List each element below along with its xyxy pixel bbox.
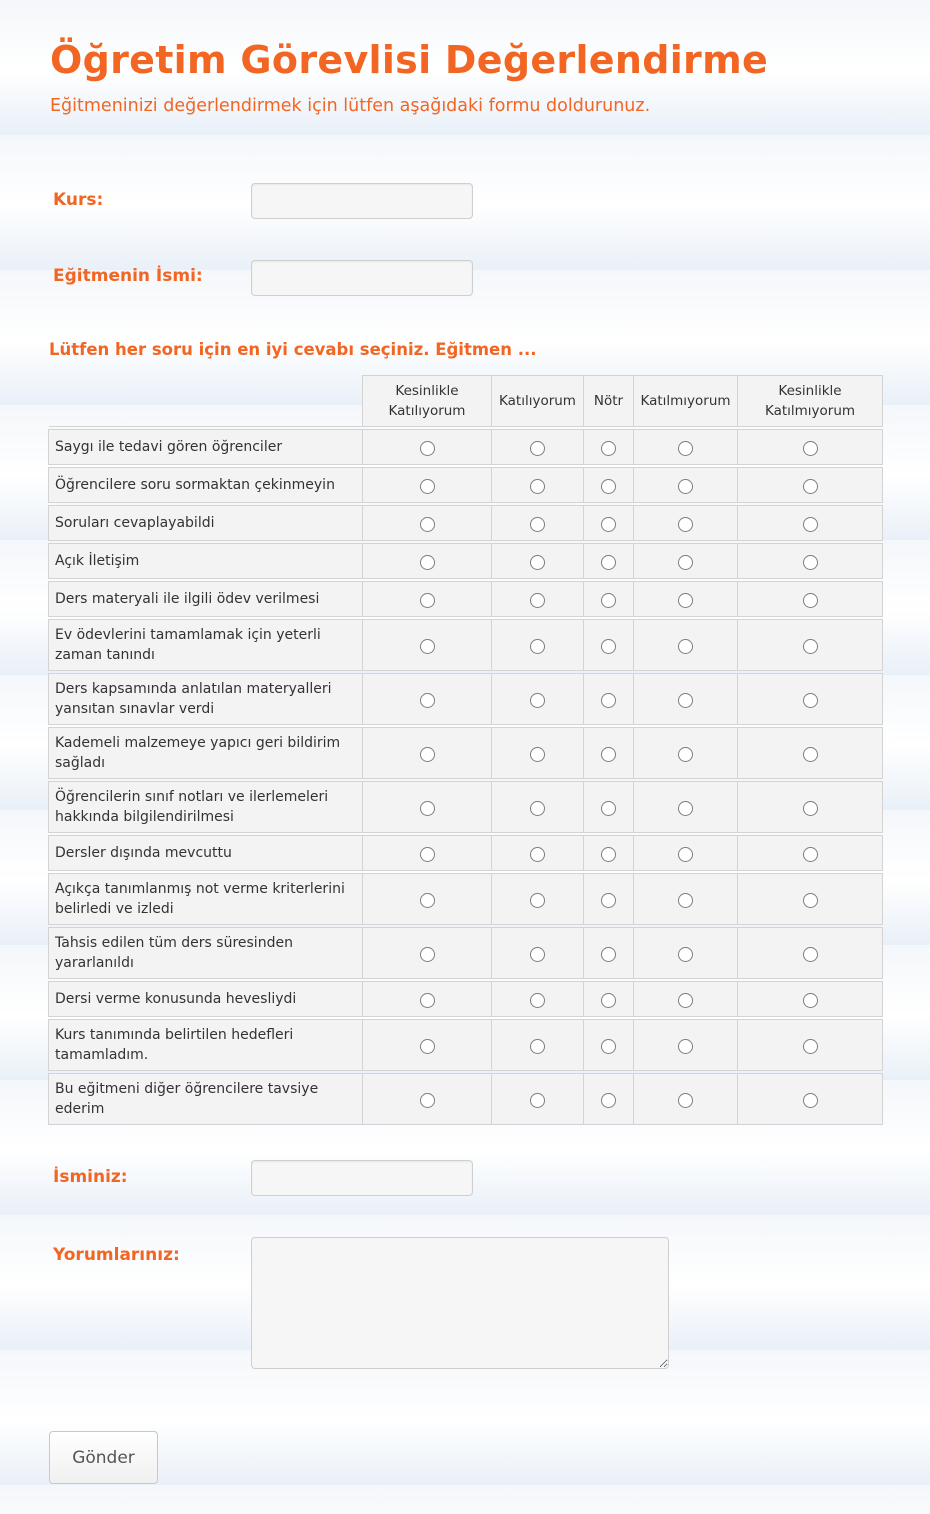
rating-radio[interactable] bbox=[420, 947, 435, 962]
matrix-cell[interactable] bbox=[492, 506, 584, 541]
rating-radio[interactable] bbox=[803, 555, 818, 570]
rating-radio[interactable] bbox=[803, 993, 818, 1008]
rating-radio[interactable] bbox=[803, 1039, 818, 1054]
matrix-row bbox=[49, 1020, 883, 1071]
rating-radio[interactable] bbox=[803, 1093, 818, 1108]
matrix-cell[interactable] bbox=[363, 468, 492, 503]
rating-radio[interactable] bbox=[803, 801, 818, 816]
rating-radio[interactable] bbox=[678, 555, 693, 570]
matrix-cell[interactable] bbox=[492, 1020, 584, 1071]
matrix-cell[interactable] bbox=[363, 1074, 492, 1125]
rating-radio[interactable] bbox=[601, 479, 616, 494]
matrix-cell[interactable] bbox=[738, 674, 883, 725]
matrix-row-label: Dersler dışında mevcuttu bbox=[49, 836, 363, 871]
rating-radio[interactable] bbox=[803, 693, 818, 708]
rating-radio[interactable] bbox=[678, 747, 693, 762]
column-header: Kesinlikle Katılıyorum bbox=[363, 376, 492, 427]
instructor-name-input[interactable] bbox=[251, 260, 473, 296]
matrix-row bbox=[49, 430, 883, 465]
matrix-cell[interactable] bbox=[634, 1074, 738, 1125]
matrix-cell[interactable] bbox=[363, 544, 492, 579]
matrix-cell[interactable] bbox=[584, 506, 634, 541]
matrix-row-label: Tahsis edilen tüm ders süresinden yararlanıldı bbox=[49, 928, 363, 979]
rating-radio[interactable] bbox=[530, 693, 545, 708]
matrix-cell[interactable] bbox=[738, 430, 883, 465]
rating-radio[interactable] bbox=[420, 1039, 435, 1054]
matrix-row bbox=[49, 836, 883, 871]
course-label: Kurs: bbox=[53, 190, 104, 210]
rating-radio[interactable] bbox=[420, 441, 435, 456]
rating-radio[interactable] bbox=[678, 693, 693, 708]
rating-radio[interactable] bbox=[530, 747, 545, 762]
matrix-cell[interactable] bbox=[584, 430, 634, 465]
matrix-cell[interactable] bbox=[738, 468, 883, 503]
rating-radio[interactable] bbox=[803, 479, 818, 494]
form-title: Öğretim Görevlisi Değerlendirme bbox=[50, 38, 769, 82]
rating-radio[interactable] bbox=[601, 801, 616, 816]
matrix-cell[interactable] bbox=[363, 1020, 492, 1071]
matrix-row-label: Açıkça tanımlanmış not verme kriterlerini belirledi ve izledi bbox=[49, 874, 363, 925]
matrix-cell[interactable] bbox=[584, 782, 634, 833]
rating-radio[interactable] bbox=[530, 1093, 545, 1108]
matrix-cell[interactable] bbox=[584, 674, 634, 725]
column-header: Katılmıyorum bbox=[634, 376, 738, 427]
matrix-cell[interactable] bbox=[363, 506, 492, 541]
rating-radio[interactable] bbox=[678, 517, 693, 532]
rating-radio[interactable] bbox=[530, 947, 545, 962]
matrix-cell[interactable] bbox=[738, 982, 883, 1017]
matrix-cell[interactable] bbox=[584, 1074, 634, 1125]
matrix-cell[interactable] bbox=[634, 674, 738, 725]
rating-radio[interactable] bbox=[678, 639, 693, 654]
rating-radio[interactable] bbox=[530, 479, 545, 494]
matrix-cell[interactable] bbox=[738, 928, 883, 979]
rating-radio[interactable] bbox=[420, 993, 435, 1008]
matrix-cell[interactable] bbox=[634, 836, 738, 871]
submit-button[interactable]: Gönder bbox=[49, 1431, 158, 1484]
matrix-row-label: Bu eğitmeni diğer öğrencilere tavsiye ederim bbox=[49, 1074, 363, 1125]
rating-radio[interactable] bbox=[420, 517, 435, 532]
matrix-cell[interactable] bbox=[584, 874, 634, 925]
column-header: Katılıyorum bbox=[492, 376, 584, 427]
rating-radio[interactable] bbox=[601, 639, 616, 654]
rating-radio[interactable] bbox=[420, 593, 435, 608]
matrix-cell[interactable] bbox=[584, 982, 634, 1017]
matrix-header-row bbox=[49, 376, 883, 427]
matrix-cell[interactable] bbox=[492, 582, 584, 617]
matrix-cell[interactable] bbox=[634, 1020, 738, 1071]
matrix-row-label: Açık İletişim bbox=[49, 544, 363, 579]
rating-radio[interactable] bbox=[420, 1093, 435, 1108]
rating-radio[interactable] bbox=[678, 893, 693, 908]
matrix-row-label: Ders materyali ile ilgili ödev verilmesi bbox=[49, 582, 363, 617]
rating-radio[interactable] bbox=[678, 479, 693, 494]
matrix-cell[interactable] bbox=[634, 782, 738, 833]
matrix-row-label: Kurs tanımında belirtilen hedefleri tamamladım. bbox=[49, 1020, 363, 1071]
matrix-cell[interactable] bbox=[492, 468, 584, 503]
matrix-row-label: Ders kapsamında anlatılan materyalleri yansıtan sınavlar verdi bbox=[49, 674, 363, 725]
matrix-cell[interactable] bbox=[363, 728, 492, 779]
matrix-row bbox=[49, 874, 883, 925]
comments-textarea[interactable] bbox=[251, 1237, 669, 1369]
matrix-cell[interactable] bbox=[363, 430, 492, 465]
matrix-cell[interactable] bbox=[584, 928, 634, 979]
rating-radio[interactable] bbox=[530, 847, 545, 862]
rating-radio[interactable] bbox=[601, 947, 616, 962]
rating-radio[interactable] bbox=[678, 1093, 693, 1108]
matrix-row-label: Öğrencilerin sınıf notları ve ilerlemeleri hakkında bilgilendirilmesi bbox=[49, 782, 363, 833]
rating-radio[interactable] bbox=[530, 639, 545, 654]
rating-radio[interactable] bbox=[678, 441, 693, 456]
rating-radio[interactable] bbox=[601, 593, 616, 608]
rating-radio[interactable] bbox=[601, 555, 616, 570]
matrix-cell[interactable] bbox=[738, 782, 883, 833]
column-header: Kesinlikle Katılmıyorum bbox=[738, 376, 883, 427]
rating-radio[interactable] bbox=[420, 893, 435, 908]
rating-radio[interactable] bbox=[420, 555, 435, 570]
rating-radio[interactable] bbox=[601, 441, 616, 456]
rating-radio[interactable] bbox=[678, 593, 693, 608]
rating-radio[interactable] bbox=[678, 947, 693, 962]
rating-radio[interactable] bbox=[420, 747, 435, 762]
matrix-cell[interactable] bbox=[738, 1074, 883, 1125]
matrix-cell[interactable] bbox=[634, 582, 738, 617]
matrix-row bbox=[49, 782, 883, 833]
matrix-row-label: Kademeli malzemeye yapıcı geri bildirim sağladı bbox=[49, 728, 363, 779]
matrix-cell[interactable] bbox=[363, 620, 492, 671]
matrix-row bbox=[49, 620, 883, 671]
matrix-cell[interactable] bbox=[738, 1020, 883, 1071]
matrix-cell[interactable] bbox=[634, 874, 738, 925]
matrix-cell[interactable] bbox=[492, 1074, 584, 1125]
matrix-cell[interactable] bbox=[738, 836, 883, 871]
matrix-row bbox=[49, 728, 883, 779]
rating-radio[interactable] bbox=[530, 555, 545, 570]
rating-radio[interactable] bbox=[601, 847, 616, 862]
rating-radio[interactable] bbox=[530, 893, 545, 908]
matrix-cell[interactable] bbox=[584, 1020, 634, 1071]
matrix-row-label: Soruları cevaplayabildi bbox=[49, 506, 363, 541]
rating-radio[interactable] bbox=[678, 801, 693, 816]
matrix-cell[interactable] bbox=[584, 620, 634, 671]
rating-radio[interactable] bbox=[530, 1039, 545, 1054]
matrix-row bbox=[49, 674, 883, 725]
matrix-cell[interactable] bbox=[634, 620, 738, 671]
matrix-cell[interactable] bbox=[492, 836, 584, 871]
matrix-corner bbox=[49, 376, 363, 427]
matrix-cell[interactable] bbox=[363, 582, 492, 617]
rating-radio[interactable] bbox=[530, 593, 545, 608]
matrix-cell[interactable] bbox=[738, 874, 883, 925]
matrix-cell[interactable] bbox=[363, 982, 492, 1017]
rating-radio[interactable] bbox=[678, 993, 693, 1008]
rating-radio[interactable] bbox=[420, 847, 435, 862]
rating-radio[interactable] bbox=[803, 593, 818, 608]
matrix-cell[interactable] bbox=[584, 544, 634, 579]
matrix-cell[interactable] bbox=[584, 582, 634, 617]
matrix-cell[interactable] bbox=[634, 506, 738, 541]
matrix-row bbox=[49, 982, 883, 1017]
matrix-cell[interactable] bbox=[492, 982, 584, 1017]
rating-radio[interactable] bbox=[530, 441, 545, 456]
matrix-title: Lütfen her soru için en iyi cevabı seçiniz. Eğitmen ... bbox=[49, 340, 537, 359]
instructor-name-label: Eğitmenin İsmi: bbox=[53, 266, 203, 286]
rating-radio[interactable] bbox=[803, 517, 818, 532]
matrix-row bbox=[49, 506, 883, 541]
matrix-row-label: Saygı ile tedavi gören öğrenciler bbox=[49, 430, 363, 465]
rating-radio[interactable] bbox=[601, 517, 616, 532]
column-header: Nötr bbox=[584, 376, 634, 427]
matrix-cell[interactable] bbox=[738, 544, 883, 579]
matrix-cell[interactable] bbox=[492, 620, 584, 671]
matrix-row-label: Ev ödevlerini tamamlamak için yeterli zaman tanındı bbox=[49, 620, 363, 671]
rating-radio[interactable] bbox=[530, 801, 545, 816]
matrix-cell[interactable] bbox=[492, 430, 584, 465]
rating-radio[interactable] bbox=[601, 993, 616, 1008]
rating-radio[interactable] bbox=[420, 693, 435, 708]
matrix-cell[interactable] bbox=[584, 836, 634, 871]
matrix-cell[interactable] bbox=[363, 674, 492, 725]
matrix-cell[interactable] bbox=[363, 874, 492, 925]
matrix-cell[interactable] bbox=[492, 674, 584, 725]
rating-radio[interactable] bbox=[601, 893, 616, 908]
rating-radio[interactable] bbox=[601, 1039, 616, 1054]
matrix-cell[interactable] bbox=[492, 928, 584, 979]
matrix-cell[interactable] bbox=[492, 544, 584, 579]
rating-radio[interactable] bbox=[601, 1093, 616, 1108]
rating-radio[interactable] bbox=[420, 639, 435, 654]
matrix-cell[interactable] bbox=[738, 506, 883, 541]
rating-radio[interactable] bbox=[803, 441, 818, 456]
rating-radio[interactable] bbox=[678, 847, 693, 862]
matrix-cell[interactable] bbox=[738, 728, 883, 779]
matrix-row bbox=[49, 544, 883, 579]
rating-radio[interactable] bbox=[803, 947, 818, 962]
matrix-row bbox=[49, 582, 883, 617]
rating-radio[interactable] bbox=[803, 847, 818, 862]
matrix-row-label: Öğrencilere soru sormaktan çekinmeyin bbox=[49, 468, 363, 503]
matrix-row bbox=[49, 928, 883, 979]
matrix-cell[interactable] bbox=[738, 582, 883, 617]
rating-radio[interactable] bbox=[803, 639, 818, 654]
form-subtitle: Eğitmeninizi değerlendirmek için lütfen aşağıdaki formu doldurunuz. bbox=[50, 96, 651, 116]
rating-radio[interactable] bbox=[678, 1039, 693, 1054]
your-name-label: İsminiz: bbox=[53, 1167, 128, 1187]
matrix-cell[interactable] bbox=[634, 928, 738, 979]
matrix-cell[interactable] bbox=[492, 728, 584, 779]
matrix-cell[interactable] bbox=[492, 782, 584, 833]
rating-radio[interactable] bbox=[803, 893, 818, 908]
matrix-cell[interactable] bbox=[492, 874, 584, 925]
matrix-row bbox=[49, 468, 883, 503]
rating-radio[interactable] bbox=[803, 747, 818, 762]
matrix-cell[interactable] bbox=[634, 468, 738, 503]
rating-radio[interactable] bbox=[420, 801, 435, 816]
rating-radio[interactable] bbox=[601, 747, 616, 762]
your-name-input[interactable] bbox=[251, 1160, 473, 1196]
rating-radio[interactable] bbox=[601, 693, 616, 708]
rating-radio[interactable] bbox=[530, 993, 545, 1008]
matrix-cell[interactable] bbox=[634, 544, 738, 579]
comments-label: Yorumlarınız: bbox=[53, 1245, 180, 1265]
matrix-cell[interactable] bbox=[363, 928, 492, 979]
rating-radio[interactable] bbox=[420, 479, 435, 494]
matrix-cell[interactable] bbox=[634, 982, 738, 1017]
matrix-cell[interactable] bbox=[363, 836, 492, 871]
matrix-row bbox=[49, 1074, 883, 1125]
matrix-row-label: Dersi verme konusunda hevesliydi bbox=[49, 982, 363, 1017]
matrix-cell[interactable] bbox=[584, 468, 634, 503]
matrix-cell[interactable] bbox=[634, 728, 738, 779]
matrix-cell[interactable] bbox=[738, 620, 883, 671]
matrix-cell[interactable] bbox=[634, 430, 738, 465]
course-input[interactable] bbox=[251, 183, 473, 219]
matrix-cell[interactable] bbox=[584, 728, 634, 779]
matrix-cell[interactable] bbox=[363, 782, 492, 833]
rating-radio[interactable] bbox=[530, 517, 545, 532]
rating-matrix bbox=[48, 375, 883, 1125]
